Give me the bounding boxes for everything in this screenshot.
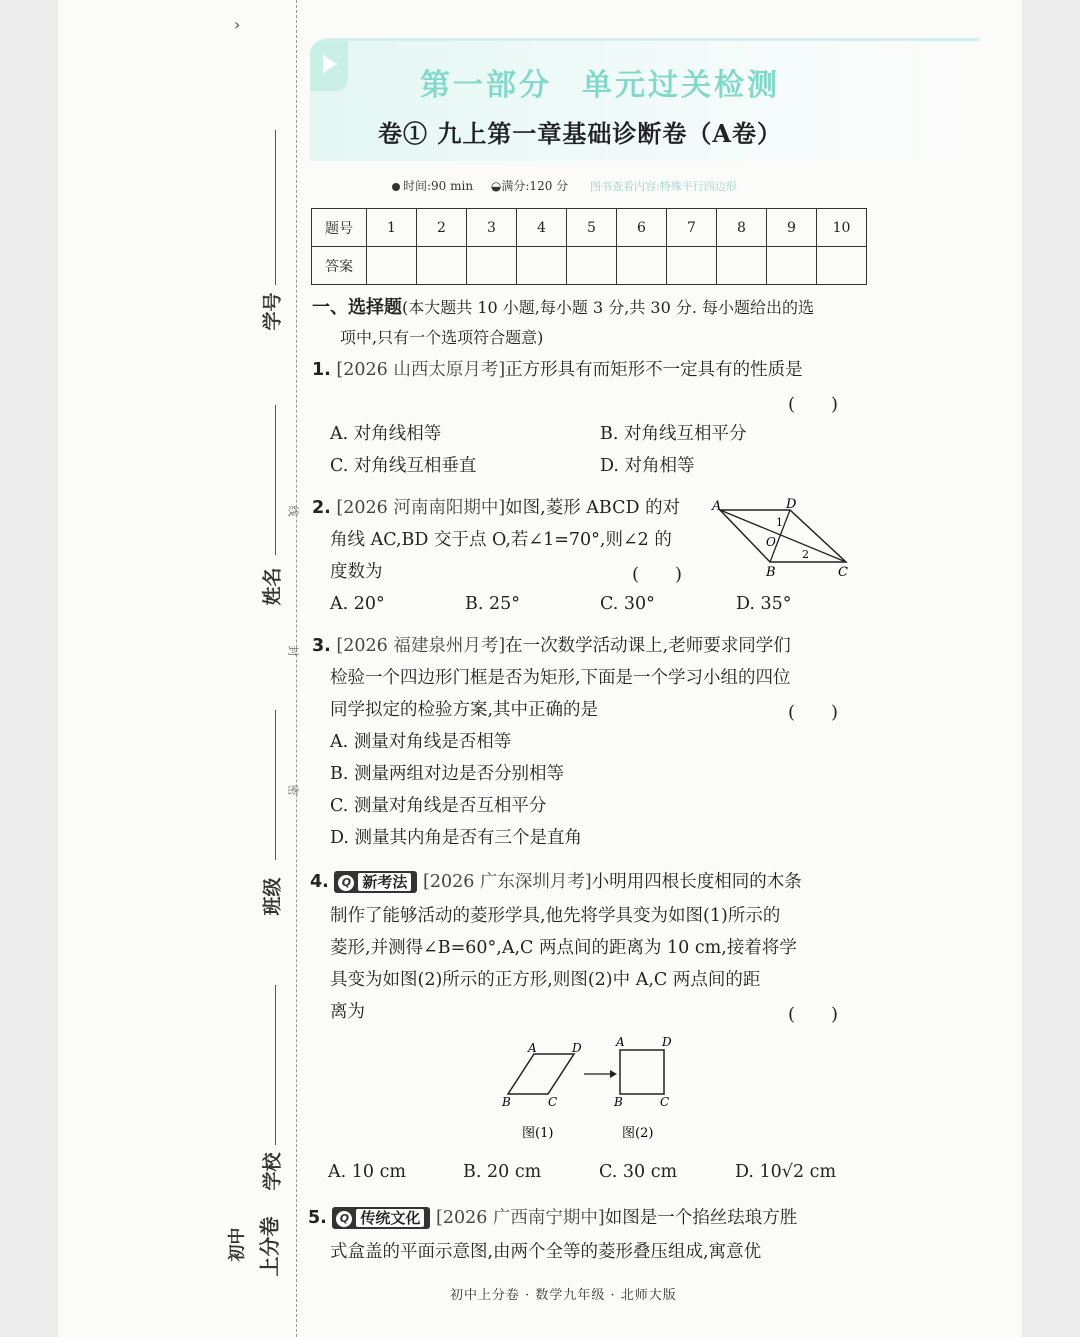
part-title bbox=[420, 60, 780, 104]
q2-stem-1 bbox=[312, 492, 680, 524]
fig1-label-b: B bbox=[502, 1095, 511, 1109]
fig2-label-d: D bbox=[662, 1035, 672, 1049]
q5-source: [2026 广西南宁期中] bbox=[436, 1208, 605, 1228]
chevron-right-icon: › bbox=[234, 15, 241, 34]
question-number: 1 bbox=[367, 209, 417, 247]
q2-option-d[interactable]: D. 35° bbox=[736, 594, 792, 614]
q2-label-d: D bbox=[786, 497, 797, 512]
cut-mark-seal: 封 bbox=[286, 645, 300, 657]
q3-stem-1 bbox=[312, 630, 791, 662]
fig1-label-a: A bbox=[528, 1041, 537, 1055]
question-number: 8 bbox=[717, 209, 767, 247]
answer-cell[interactable] bbox=[367, 247, 417, 285]
q2-option-a[interactable]: A. 20° bbox=[330, 594, 385, 614]
q2-label-c: C bbox=[838, 565, 848, 580]
q2-label-o: O bbox=[766, 535, 776, 549]
exam-meta bbox=[392, 177, 737, 194]
answer-cell[interactable] bbox=[767, 247, 817, 285]
play-icon bbox=[310, 41, 348, 91]
row-label-number: 题号 bbox=[312, 209, 367, 247]
q1-option-d[interactable]: D. 对角相等 bbox=[600, 456, 695, 476]
part-label: 第一部分 bbox=[420, 68, 552, 103]
q4-option-a[interactable]: A. 10 cm bbox=[328, 1162, 406, 1182]
q3-number: 3. bbox=[312, 636, 331, 656]
q3-stem-2: 检验一个四边形门框是否为矩形,下面是一个学习小组的四位 bbox=[330, 668, 791, 688]
answer-cell[interactable] bbox=[567, 247, 617, 285]
q1-text: 正方形具有而矩形不一定具有的性质是 bbox=[505, 360, 803, 380]
q3-answer-paren: ( ) bbox=[788, 702, 839, 723]
tag-logo-icon: Q bbox=[336, 1211, 352, 1227]
q5-stem-1 bbox=[308, 1202, 797, 1234]
q2-stem-3: 度数为 bbox=[330, 562, 383, 582]
q3-option-d[interactable]: D. 测量其内角是否有三个是直角 bbox=[330, 828, 583, 848]
q4-stem-4: 具变为如图(2)所示的正方形,则图(2)中 A,C 两点间的距 bbox=[330, 970, 761, 990]
answer-table bbox=[311, 208, 867, 285]
page-footer: 初中上分卷 · 数学九年级 · 北师大版 bbox=[450, 1288, 677, 1303]
q3-source: [2026 福建泉州月考] bbox=[336, 636, 506, 656]
fig2-caption: 图(2) bbox=[622, 1126, 654, 1141]
student-id-line bbox=[275, 130, 276, 285]
q5-text-1: 如图是一个掐丝珐琅方胜 bbox=[604, 1208, 798, 1228]
q3-option-a[interactable]: A. 测量对角线是否相等 bbox=[330, 732, 512, 752]
q4-text-1: 小明用四根长度相同的木条 bbox=[591, 872, 802, 892]
answer-table-row bbox=[312, 209, 867, 247]
q4-figures bbox=[496, 1030, 686, 1150]
q1-source: [2026 山西太原月考] bbox=[336, 360, 506, 380]
clock-icon bbox=[392, 183, 400, 191]
question-number: 9 bbox=[767, 209, 817, 247]
q5-stem-2: 式盒盖的平面示意图,由两个全等的菱形叠压组成,寓意优 bbox=[330, 1242, 762, 1262]
q4-option-c[interactable]: C. 30 cm bbox=[599, 1162, 678, 1182]
question-number: 3 bbox=[467, 209, 517, 247]
school-label: 学校 bbox=[261, 1152, 284, 1191]
q2-number: 2. bbox=[312, 498, 331, 518]
answer-cell[interactable] bbox=[467, 247, 517, 285]
section-title: 一、选择题 bbox=[312, 297, 402, 318]
q1-option-c[interactable]: C. 对角线互相垂直 bbox=[330, 456, 477, 476]
q4-answer-paren: ( ) bbox=[788, 1004, 839, 1025]
class-label: 班级 bbox=[261, 877, 284, 916]
student-id-label: 学号 bbox=[261, 292, 284, 331]
q4-source: [2026 广东深圳月考] bbox=[423, 872, 592, 892]
school-line bbox=[275, 985, 276, 1145]
q1-number: 1. bbox=[312, 360, 331, 380]
section-desc-1: (本大题共 10 小题,每小题 3 分,共 30 分. 每小题给出的选 bbox=[402, 298, 815, 317]
exam-time: 时间:90 min bbox=[403, 179, 474, 193]
q2-label-b: B bbox=[766, 565, 776, 580]
q4-tag bbox=[334, 871, 417, 893]
q3-stem-3: 同学拟定的检验方案,其中正确的是 bbox=[330, 700, 599, 720]
q2-option-b[interactable]: B. 25° bbox=[465, 594, 521, 614]
q2-stem-2: 角线 AC,BD 交于点 O,若∠1=70°,则∠2 的 bbox=[330, 530, 672, 550]
q3-option-c[interactable]: C. 测量对角线是否互相平分 bbox=[330, 796, 547, 816]
q2-option-c[interactable]: C. 30° bbox=[600, 594, 655, 614]
fig1-label-c: C bbox=[548, 1095, 558, 1109]
row-label-answer: 答案 bbox=[312, 247, 367, 285]
q4-stem-2: 制作了能够活动的菱形学具,他先将学具变为如图(1)所示的 bbox=[330, 906, 781, 926]
q2-answer-paren: ( ) bbox=[632, 564, 683, 585]
q3-text-1: 在一次数学活动课上,老师要求同学们 bbox=[505, 636, 791, 656]
answer-cell[interactable] bbox=[617, 247, 667, 285]
q5-number: 5. bbox=[308, 1208, 327, 1228]
cut-dashed-line bbox=[296, 0, 297, 1337]
q2-source: [2026 河南南阳期中] bbox=[336, 498, 506, 518]
fig2-label-b: B bbox=[614, 1095, 623, 1109]
question-number: 2 bbox=[417, 209, 467, 247]
score-icon: ◒ bbox=[490, 179, 502, 193]
fig2-label-c: C bbox=[660, 1095, 670, 1109]
question-number: 6 bbox=[617, 209, 667, 247]
cut-mark-line: 线 bbox=[286, 505, 300, 517]
brand-line1: 初中 bbox=[227, 1227, 248, 1262]
q2-angle-1: 1 bbox=[776, 516, 783, 529]
tag-logo-icon: Q bbox=[338, 875, 354, 891]
q4-stem-5: 离为 bbox=[330, 1002, 365, 1022]
question-number: 7 bbox=[667, 209, 717, 247]
q4-option-d[interactable]: D. 10√2 cm bbox=[735, 1162, 837, 1182]
q5-tag-label: 传统文化 bbox=[356, 1209, 424, 1227]
answer-table-row bbox=[312, 247, 867, 285]
fig2-label-a: A bbox=[616, 1035, 625, 1049]
q2-angle-2: 2 bbox=[802, 548, 809, 561]
q1-option-a[interactable]: A. 对角线相等 bbox=[330, 424, 442, 444]
q3-option-b[interactable]: B. 测量两组对边是否分别相等 bbox=[330, 764, 564, 784]
question-number: 10 bbox=[817, 209, 867, 247]
section-heading bbox=[312, 292, 814, 324]
answer-cell[interactable] bbox=[667, 247, 717, 285]
cut-mark-secret: 密 bbox=[286, 784, 300, 796]
q4-stem-1 bbox=[310, 866, 802, 898]
brand-line2: 上分卷 bbox=[257, 1216, 282, 1277]
name-label: 姓名 bbox=[261, 567, 284, 606]
question-number: 4 bbox=[517, 209, 567, 247]
fig1-label-d: D bbox=[572, 1041, 582, 1055]
class-line bbox=[275, 710, 276, 860]
exam-score: 满分:120 分 bbox=[501, 179, 569, 193]
q4-number: 4. bbox=[310, 872, 329, 892]
answer-cell[interactable] bbox=[817, 247, 867, 285]
unit-label: 单元过关检测 bbox=[582, 68, 780, 103]
q1-stem bbox=[312, 354, 803, 386]
answer-cell[interactable] bbox=[517, 247, 567, 285]
exam-note: 图书查看内容:特殊平行四边形 bbox=[589, 180, 737, 193]
section-desc-2: 项中,只有一个选项符合题意) bbox=[340, 328, 544, 347]
name-line bbox=[275, 405, 276, 555]
answer-cell[interactable] bbox=[417, 247, 467, 285]
question-number: 5 bbox=[567, 209, 617, 247]
answer-cell[interactable] bbox=[717, 247, 767, 285]
q4-tag-label: 新考法 bbox=[358, 873, 411, 891]
q2-label-a: A bbox=[712, 499, 722, 514]
paper-title: 卷① 九上第一章基础诊断卷（A卷） bbox=[378, 119, 782, 148]
fig1-caption: 图(1) bbox=[522, 1126, 554, 1141]
q4-stem-3: 菱形,并测得∠B=60°,A,C 两点间的距离为 10 cm,接着将学 bbox=[330, 938, 797, 958]
q5-tag bbox=[332, 1207, 430, 1229]
q4-option-b[interactable]: B. 20 cm bbox=[463, 1162, 542, 1182]
q2-rhombus-figure bbox=[706, 494, 866, 580]
q1-answer-paren: ( ) bbox=[788, 394, 839, 415]
q1-option-b[interactable]: B. 对角线互相平分 bbox=[600, 424, 747, 444]
q2-text-1: 如图,菱形 ABCD 的对 bbox=[505, 498, 681, 518]
